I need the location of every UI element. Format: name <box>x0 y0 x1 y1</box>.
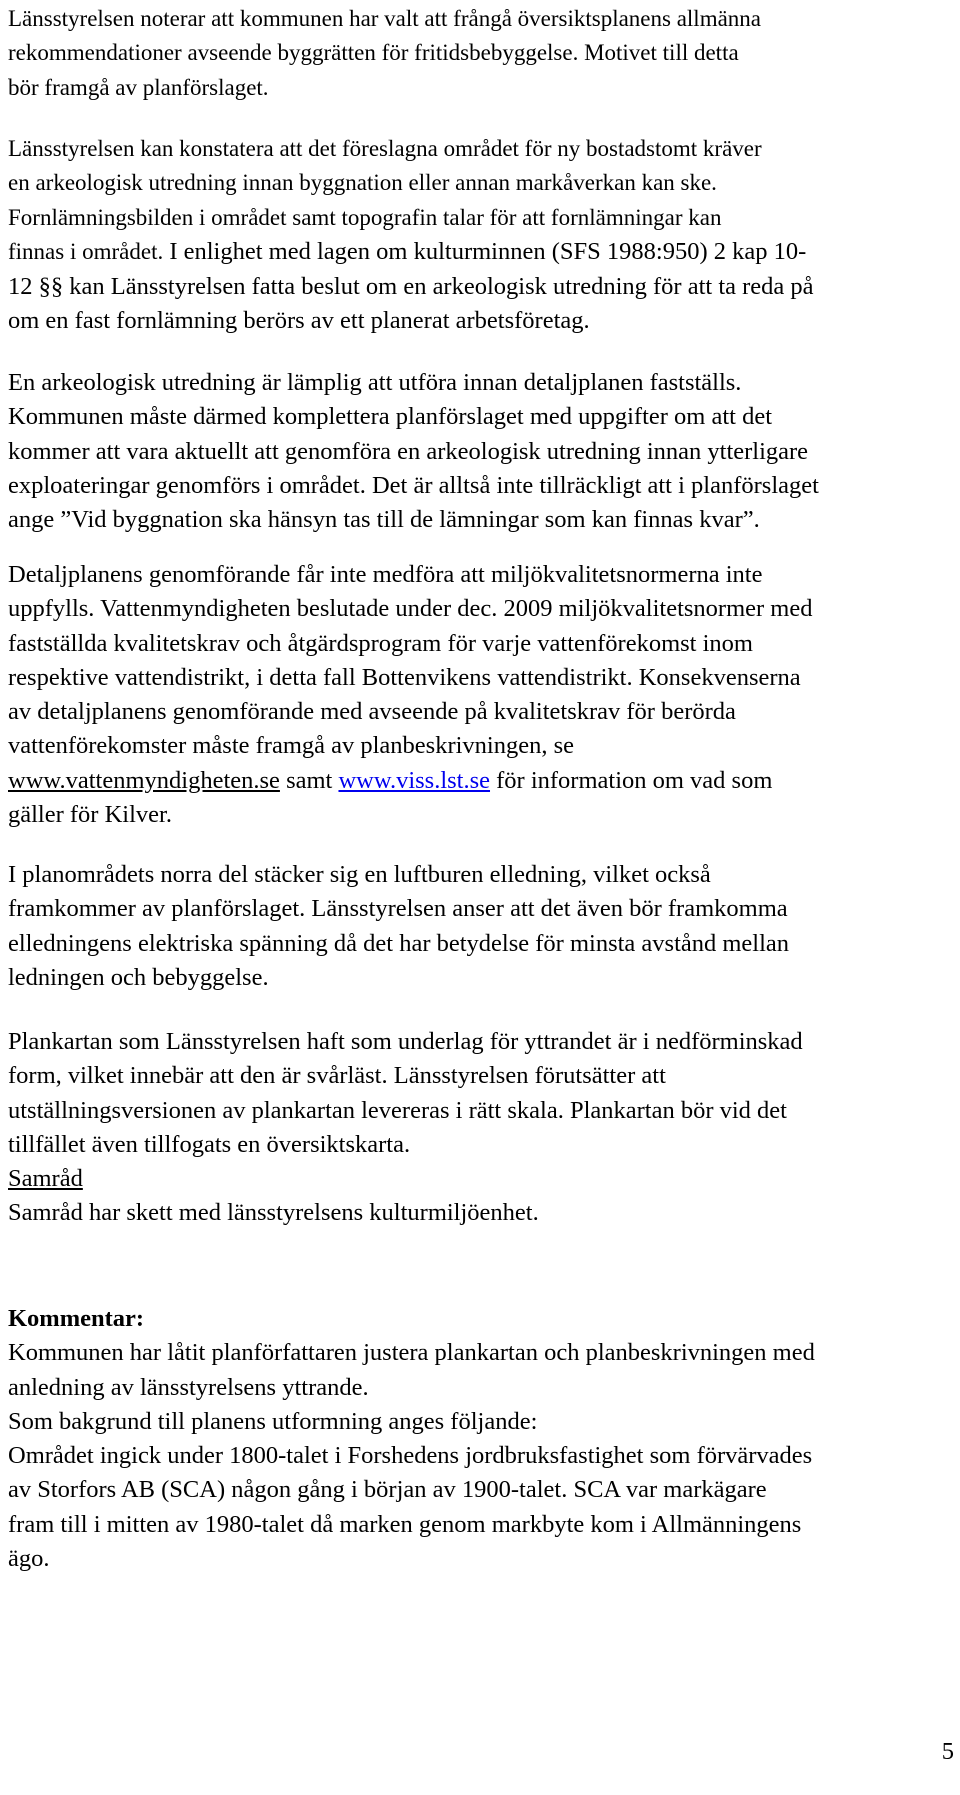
kommentar-section <box>8 1302 953 1576</box>
text-line: gäller för Kilver. <box>8 801 172 829</box>
text-line: Som bakgrund till planens utformning anges följande: <box>8 1407 538 1435</box>
text-line <box>8 764 953 798</box>
text-line: ange ”Vid byggnation ska hänsyn tas till de lämningar som kan finnas kvar”. <box>8 506 760 534</box>
paragraph-arkeologi-cont <box>8 270 953 339</box>
text-line: Detaljplanens genomförande får inte medföra att miljökvalitetsnormerna inte <box>8 561 763 588</box>
paragraph-utredning <box>8 366 953 537</box>
paragraph-plankarta <box>8 1025 953 1231</box>
text-line: Länsstyrelsen kan konstatera att det föreslagna området för ny bostadstomt kräver <box>8 136 762 161</box>
text-segment: finnas i området. <box>8 238 164 264</box>
text-line <box>8 235 953 269</box>
text-line: uppfylls. Vattenmyndigheten beslutade under dec. 2009 miljökvalitetsnormer med <box>8 595 813 623</box>
text-line: kommer att vara aktuellt att genomföra en arkeologisk utredning innan ytterligare <box>8 437 809 465</box>
text-line: rekommendationer avseende byggrätten för fritidsbebyggelse. Motivet till detta <box>8 40 739 66</box>
link-viss[interactable]: www.viss.lst.se <box>338 766 491 794</box>
text-line: ägo. <box>8 1545 50 1573</box>
text-line: anledning av länsstyrelsens yttrande. <box>8 1373 369 1401</box>
text-segment: samt <box>279 766 339 794</box>
text-line: Kommunen har låtit planförfattaren justera plankartan och planbeskrivningen med <box>8 1339 815 1367</box>
paragraph-miljokvalitet <box>8 558 953 832</box>
text-line: I planområdets norra del stäcker sig en luftburen elledning, vilket också <box>8 861 711 888</box>
text-line: Fornlämningsbilden i området samt topografin talar för att fornlämningar kan <box>8 204 722 230</box>
text-line: en arkeologisk utredning innan byggnation eller annan markåverkan kan ske. <box>8 170 717 196</box>
paragraph-arkeologi <box>8 132 953 269</box>
text-line: ledningen och bebyggelse. <box>8 963 269 991</box>
text-line: fram till i mitten av 1980-talet då marken genom markbyte kom i Allmänningens <box>8 1510 802 1538</box>
text-line: Plankartan som Länsstyrelsen haft som underlag för yttrandet är i nedförminskad <box>8 1028 803 1055</box>
text-line: fastställda kvalitetskrav och åtgärdsprogram för varje vattenförekomst inom <box>8 629 753 657</box>
text-line: elledningens elektriska spänning då det har betydelse för minsta avstånd mellan <box>8 929 790 957</box>
text-line: om en fast fornlämning berörs av ett planerat arbetsföretag. <box>8 307 590 335</box>
text-line: Länsstyrelsen noterar att kommunen har valt att frångå översiktsplanens allmänna <box>8 6 762 31</box>
text-line: utställningsversionen av plankartan levereras i rätt skala. Plankartan bör vid det <box>8 1096 787 1124</box>
text-line: 12 §§ kan Länsstyrelsen fatta beslut om en arkeologisk utredning för att ta reda på <box>8 273 814 300</box>
paragraph-elledning <box>8 858 953 995</box>
text-line: tillfället även tillfogats en översiktskarta. <box>8 1130 411 1158</box>
text-line: Kommunen måste därmed komplettera planförslaget med uppgifter om att det <box>8 403 773 431</box>
kommentar-heading: Kommentar: <box>8 1305 145 1332</box>
text-line: form, vilket innebär att den är svårläst. Länsstyrelsen förutsätter att <box>8 1062 666 1090</box>
samrad-text: Samråd har skett med länsstyrelsens kulturmiljöenhet. <box>8 1199 539 1227</box>
link-vattenmyndigheten[interactable]: www.vattenmyndigheten.se <box>8 766 280 794</box>
paragraph-byggratt <box>8 2 953 105</box>
text-line: exploateringar genomförs i området. Det är alltså inte tillräckligt att i planförslaget <box>8 471 819 499</box>
samrad-heading: Samråd <box>8 1165 83 1193</box>
text-line: av Storfors AB (SCA) någon gång i början av 1900-talet. SCA var markägare <box>8 1476 767 1504</box>
text-line: Området ingick under 1800-talet i Forshedens jordbruksfastighet som förvärvades <box>8 1442 813 1470</box>
text-segment: I enlighet med lagen om kulturminnen (SFS 1988:950) 2 kap 10- <box>163 237 807 265</box>
text-line: En arkeologisk utredning är lämplig att utföra innan detaljplanen fastställs. <box>8 369 742 396</box>
text-line: framkommer av planförslaget. Länsstyrelsen anser att det även bör framkomma <box>8 895 788 923</box>
page-number: 5 <box>941 1738 954 1765</box>
text-line: av detaljplanens genomförande med avseende på kvalitetskrav för berörda <box>8 698 736 726</box>
text-line: vattenförekomster måste framgå av planbeskrivningen, se <box>8 732 575 760</box>
text-segment: för information om vad som <box>490 766 773 794</box>
text-line: bör framgå av planförslaget. <box>8 74 269 100</box>
text-line: respektive vattendistrikt, i detta fall Bottenvikens vattendistrikt. Konsekvenserna <box>8 663 801 691</box>
